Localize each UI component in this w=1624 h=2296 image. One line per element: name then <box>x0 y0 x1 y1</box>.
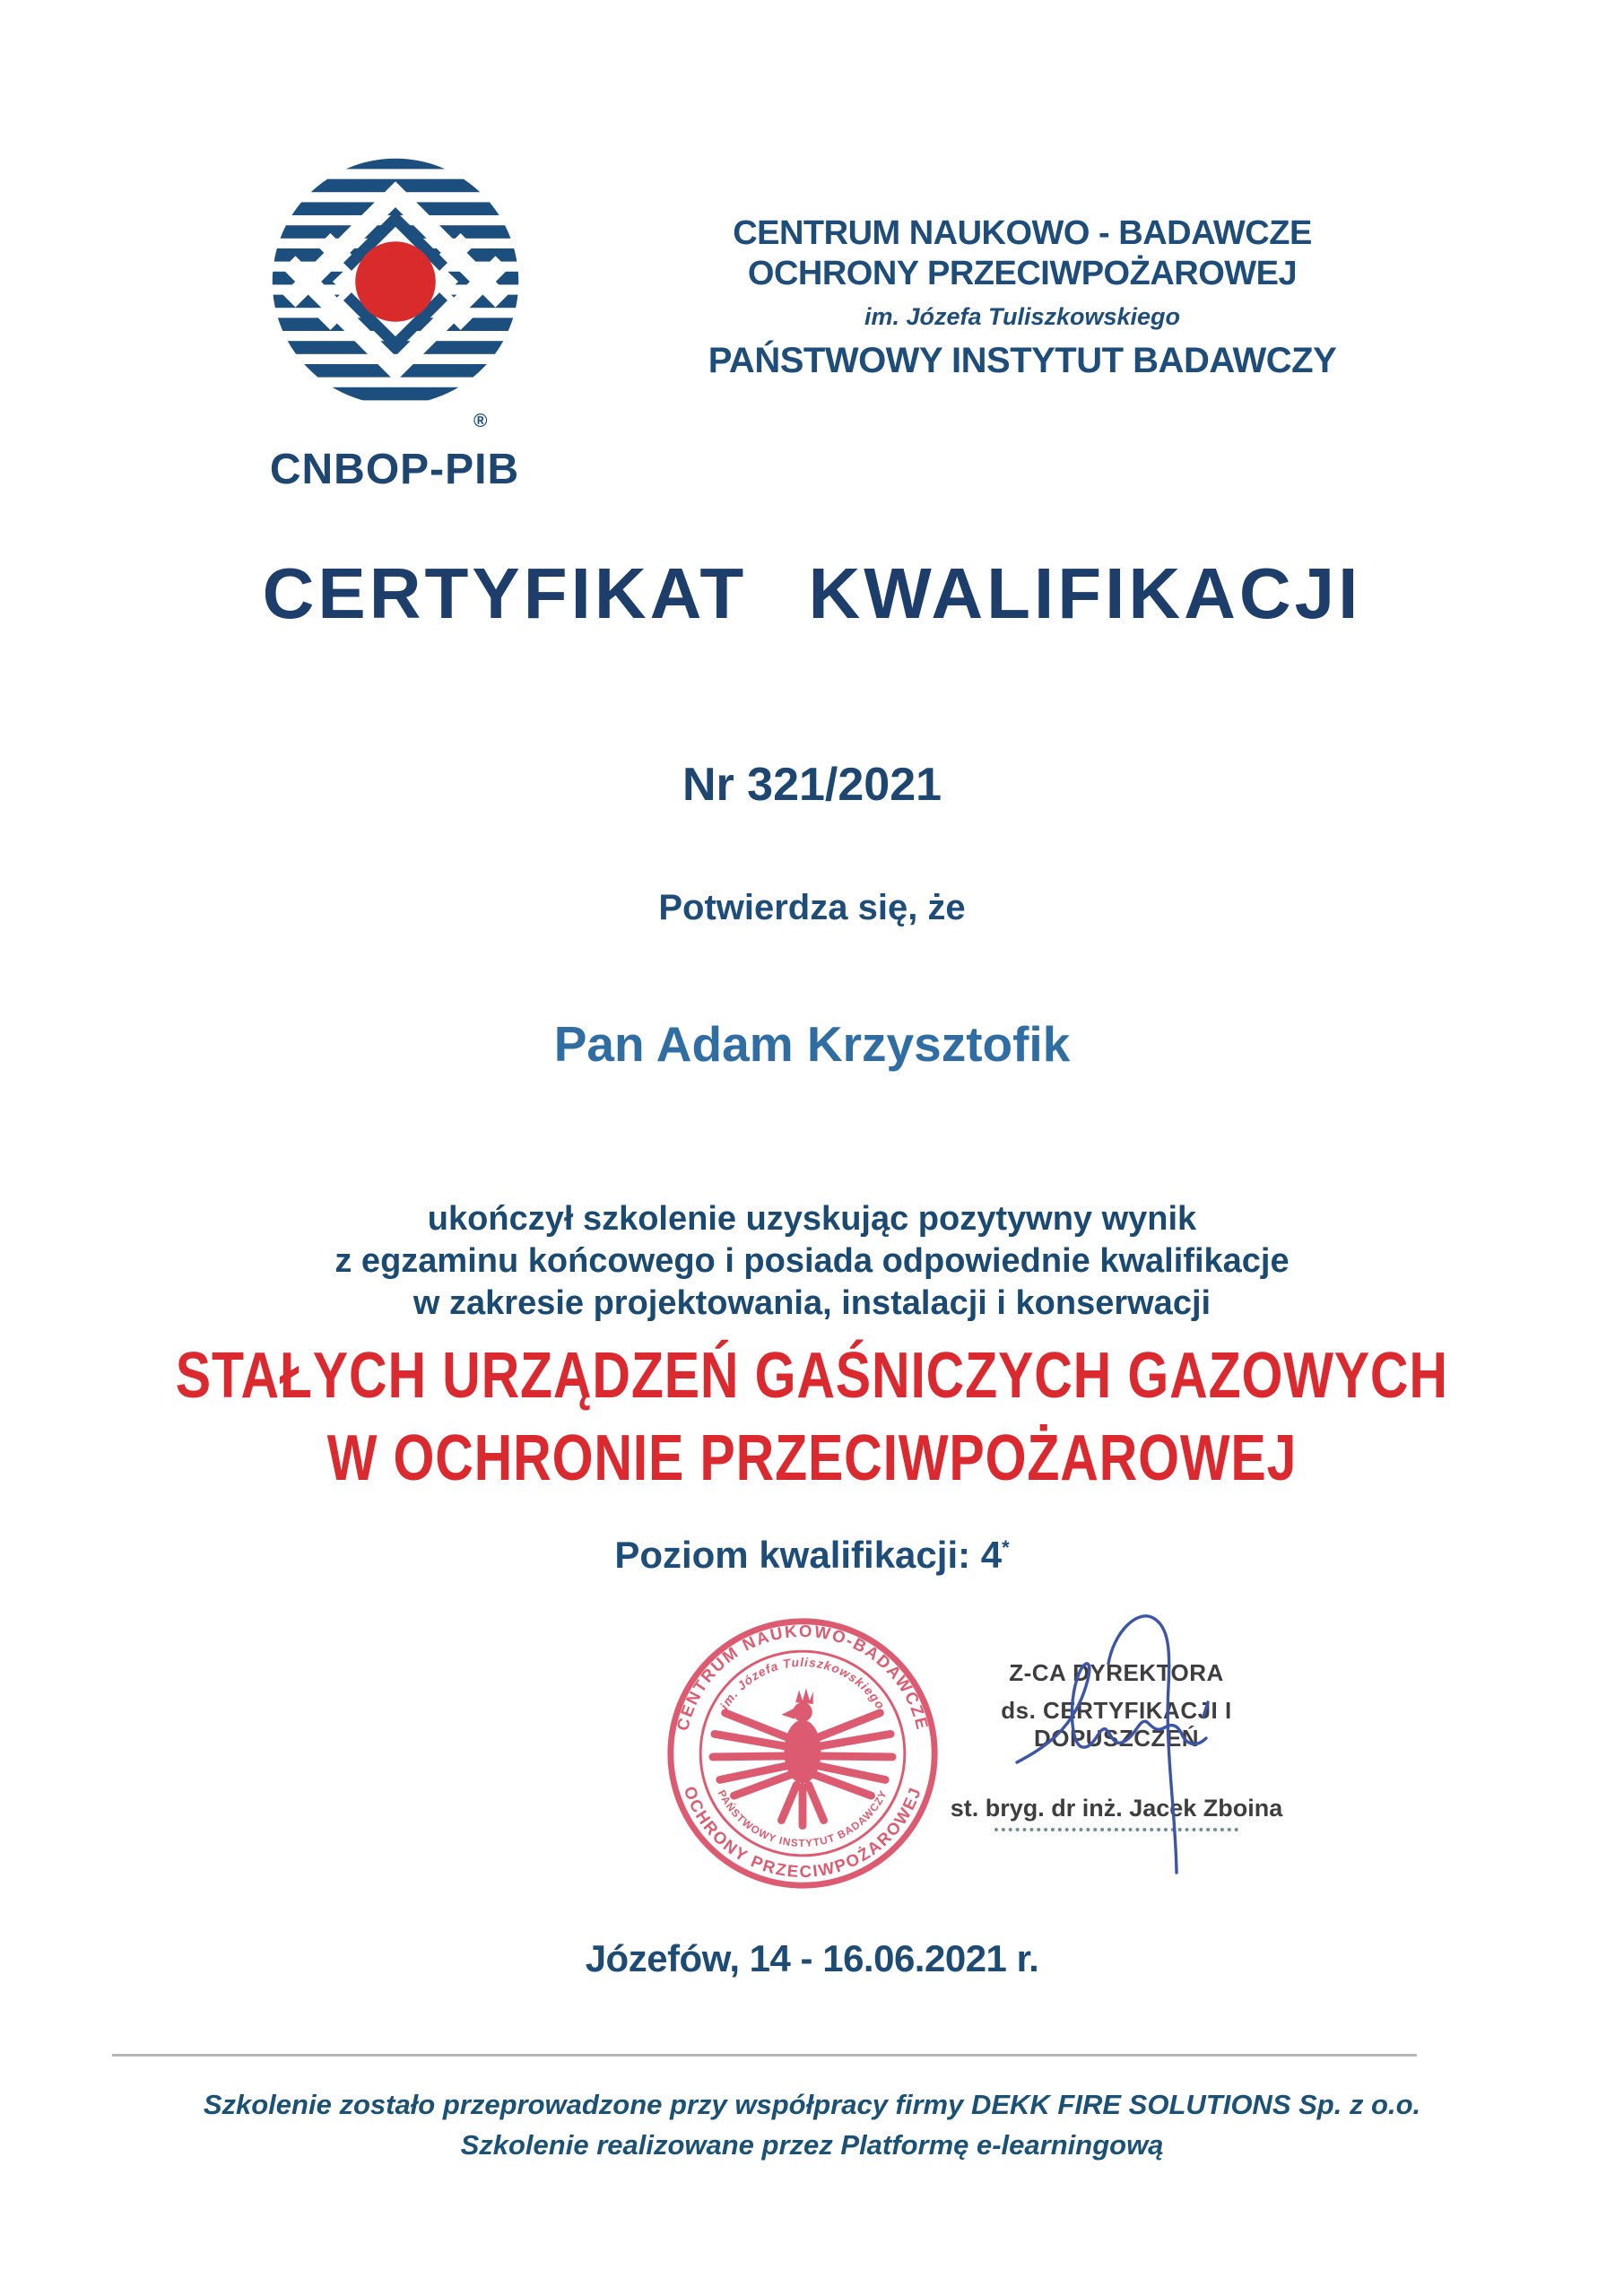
certificate-title: CERTYFIKAT KWALIFIKACJI <box>262 553 1362 633</box>
stamp-eagle-icon <box>713 1688 892 1825</box>
subject-line-2: W OCHRONIE PRZECIWPOŻAROWEJ <box>326 1422 1298 1494</box>
footer-note <box>0 2084 1624 2165</box>
body-line-2: z egzaminu końcowego i posiada odpowiednie kwalifikacje <box>334 1242 1290 1280</box>
confirmation-text: Potwierdza się, że <box>658 888 966 927</box>
body-line-1: ukończył szkolenie uzyskując pozytywny wynik <box>427 1200 1197 1238</box>
org-status-line: PAŃSTWOWY INSTYTUT BADAWCZY <box>708 341 1337 380</box>
qualification-level-footnote-mark: * <box>1002 1536 1010 1559</box>
signatory-name: st. bryg. dr inż. Jacek Zboina <box>950 1795 1283 1822</box>
cnbop-logo-icon <box>265 151 526 413</box>
body-line-3: w zakresie projektowania, instalacji i konserwacji <box>413 1284 1211 1322</box>
registered-trademark-icon: ® <box>473 411 488 431</box>
subject-line-1: STAŁYCH URZĄDZEŃ GAŚNICZYCH GAZOWYCH <box>175 1340 1449 1412</box>
round-stamp-icon <box>662 1613 943 1894</box>
subject-heading <box>0 1335 1624 1500</box>
org-patron-line: im. Józefa Tuliszkowskiego <box>864 303 1181 330</box>
separator-line <box>112 2054 1417 2057</box>
signatory-title-line1: Z-CA DYREKTORA <box>1009 1659 1224 1686</box>
org-name-line1: CENTRUM NAUKOWO - BADAWCZE <box>733 214 1312 252</box>
certificate-body <box>0 1198 1624 1325</box>
qualification-level-text: Poziom kwalifikacji: 4 <box>614 1534 1003 1576</box>
stamp-inner-top-text: im. Józefa Tuliszkowskiego <box>717 1655 888 1712</box>
institution-header <box>578 213 1466 382</box>
org-name-line2: OCHRONY PRZECIWPOŻAROWEJ <box>747 255 1298 292</box>
stamp-outer-bottom-text: OCHRONY PRZECIWPOŻAROWEJ <box>680 1783 925 1882</box>
handwritten-signature-icon <box>986 1595 1282 1904</box>
footer-line-2: Szkolenie realizowane przez Platformę e-learningową <box>460 2129 1164 2161</box>
footer-line-1: Szkolenie zostało przeprowadzone przy współpracy firmy DEKK FIRE SOLUTIONS Sp. z o.o. <box>203 2089 1421 2120</box>
logo-caption: CNBOP-PIB <box>269 446 520 493</box>
qualification-level <box>0 1534 1624 1577</box>
date-line: Józefów, 14 - 16.06.2021 r. <box>585 1937 1039 1979</box>
signatory-title-line2: ds. CERTYFIKACJI I DOPUSZCZEŃ <box>1001 1697 1232 1752</box>
recipient-name: Pan Adam Krzysztofik <box>553 1016 1071 1072</box>
certificate-number: Nr 321/2021 <box>682 759 942 811</box>
stamp-outer-top-text: CENTRUM NAUKOWO-BADAWCZE <box>673 1621 933 1733</box>
stamp-inner-bottom-text: PAŃSTWOWY INSTYTUT BADAWCZY <box>715 1787 890 1850</box>
